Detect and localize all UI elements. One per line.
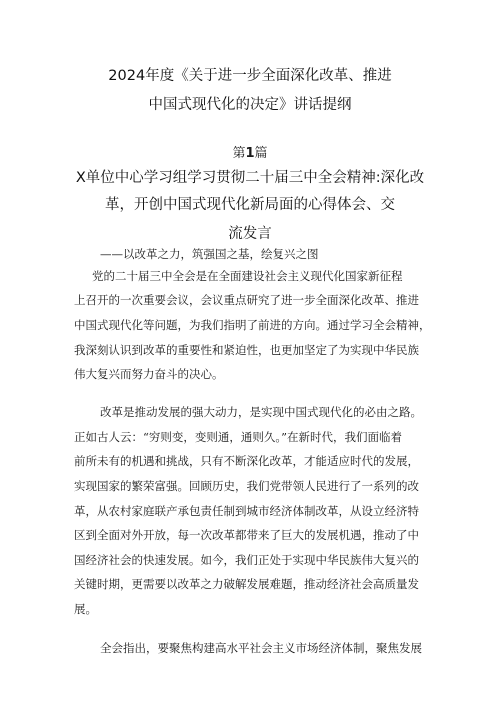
body-line: 实现国家的繁荣富强。回顾历史，我们党带领人民进行了一系列的改 [74,479,419,493]
section-heading-line1: X单位中心学习组学习贯彻二十届三中全会精神:深化改 [75,170,425,186]
document-title-line2: 中国式现代化的决定》讲话提纲 [148,97,352,113]
chapter-label [0,142,500,161]
chapter-suffix: 篇 [254,146,268,161]
body-line: 党的二十届三中全会是在全面建设社会主义现代化国家新征程 [92,269,403,283]
body-line: 改革是推动发展的强大动力，是实现中国式现代化的必由之路。 [100,405,422,419]
body-line: 上召开的一次重要会议，会议重点研究了进一步全面深化改革、推进 [74,293,419,307]
body-line: 国经济社会的快速发展。如今，我们正处于实现中华民族伟大复兴的 [74,553,419,567]
body-line: 前所未有的机遇和挑战，只有不断深化改革，才能适应时代的发展， [74,454,419,468]
section-heading-line2: 革，开创中国式现代化新局面的心得体会、交 [105,197,395,213]
body-line: 关键时期，更需要以改革之力破解发展难题，推动经济社会高质量发 [74,577,419,591]
body-line: 正如古人云：“穷则变，变则通，通则久。”在新时代，我们面临着 [74,430,403,444]
body-line: 全会指出，要聚焦构建高水平社会主义市场经济体制，聚焦发展 [100,641,422,655]
body-line: 展。 [74,602,97,616]
document-title-line1: 2024年度《关于进一步全面深化改革、推进 [108,68,392,84]
subtitle: ——以改革之力，筑强国之基，绘复兴之图 [100,247,319,261]
body-line: 中国式现代化等问题，为我们指明了前进的方向。通过学习全会精神， [74,318,431,332]
body-line: 革，从农村家庭联产承包责任制到城市经济体制改革，从设立经济特 [74,504,419,518]
body-line: 区到全面对外开放，每一次改革都带来了巨大的发展机遇，推动了中 [74,528,419,542]
chapter-number: 1 [245,146,255,161]
body-line: 伟大复兴而努力奋斗的决心。 [74,367,224,381]
chapter-prefix: 第 [232,146,246,161]
section-heading-line3: 流发言 [228,226,272,242]
body-line: 我深刻认识到改革的重要性和紧迫性，也更加坚定了为实现中华民族 [74,343,419,357]
